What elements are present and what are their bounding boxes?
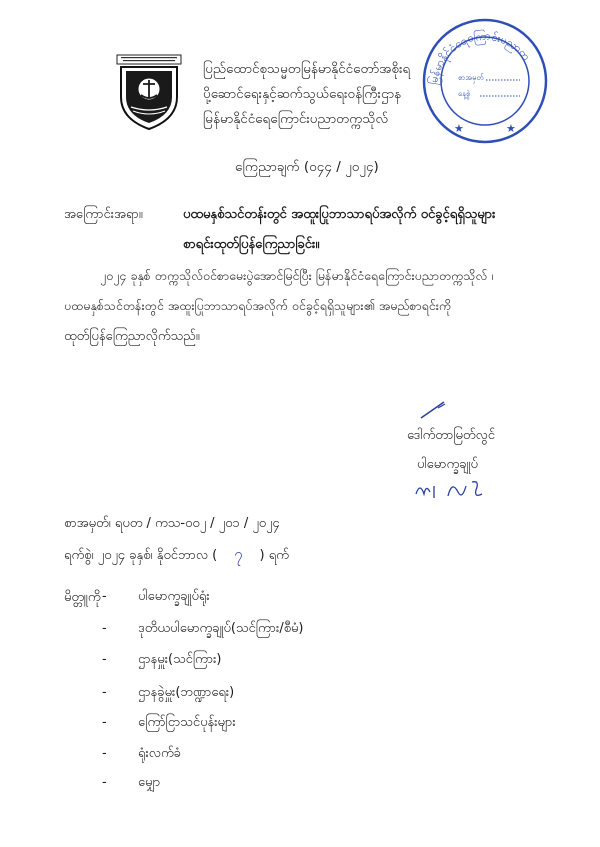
date-day: ၇ <box>234 545 243 563</box>
distribution-item-label: ကြော်ငြာသင်ပုန်းများ <box>138 715 236 730</box>
distribution-item <box>102 745 181 764</box>
list-dash: - <box>102 589 107 604</box>
letter-reference-number: စာအမှတ်၊ ရပတ / ကသ-၀၀၂ / ၂၀၁ / ၂၀၂၄ <box>64 516 280 531</box>
body-line-3: ထုတ်ပြန်ကြေညာလိုက်သည်။ <box>64 329 200 344</box>
body-line-2: ပထမနှစ်သင်တန်းတွင် အထူးပြုဘာသာရပ်အလိုက် ဝင်ခွင့်ရရှိသူများ၏ အမည်စာရင်းကို <box>64 298 452 313</box>
distribution-item <box>102 620 304 639</box>
svg-text:မြန်မာနိုင်ငံရေကြောင်းပညာတ: မြန်မာနိုင်ငံရေကြောင်းပညာတ <box>427 29 533 86</box>
subject-label: အကြောင်းအရာ။ <box>64 207 143 222</box>
date-suffix: ) ရက် <box>259 548 289 563</box>
list-dash: - <box>102 715 107 730</box>
list-dash: - <box>102 652 107 667</box>
distribution-item-label: ဌာနမှူး(သင်ကြား) <box>138 652 222 667</box>
department-name: ပို့ဆောင်ရေးနှင့်ဆက်သွယ်ရေးဝန်ကြီးဌာန <box>203 86 401 102</box>
signatory-name: ဒေါက်တာမြတ်လွင် <box>407 428 495 443</box>
list-dash: - <box>102 685 107 700</box>
distribution-item-label: ရုံးလက်ခံ <box>138 746 181 761</box>
office-seal-stamp <box>420 16 550 146</box>
distribution-item <box>102 651 221 670</box>
notice-title: ကြေညာချက် (၀၄၄ / ၂၀၂၄) <box>235 159 379 175</box>
svg-text:★: ★ <box>506 122 516 135</box>
university-name: မြန်မာနိုင်ငံရေကြောင်းပညာတက္ကသိုလ် <box>203 111 389 127</box>
signature-mark-icon <box>418 398 448 426</box>
subject-line-1: ပထမနှစ်သင်တန်းတွင် အထူးပြုဘာသာရပ်အလိုက် ဝင်ခွင့်ရရှိသူများ <box>183 207 496 222</box>
initials-signature-icon <box>412 476 492 508</box>
date-prefix: ရက်စွဲ၊ ၂၀၂၄ ခုနှစ်၊ နိုဝင်ဘာလ ( <box>64 548 218 563</box>
distribution-item <box>102 714 236 733</box>
distribution-item-label: ပါမောက္ခချုပ်ရုံး <box>138 589 210 604</box>
distribution-item-label: မျှော <box>138 775 161 790</box>
distribution-item-label: ဌာနခွဲမှူး(ဘဏ္ဍာရေး) <box>138 685 235 700</box>
list-dash: - <box>102 775 107 790</box>
distribution-heading: မိတ္တူကို <box>64 590 101 605</box>
svg-text:နေ့စွဲ: နေ့စွဲ <box>458 89 471 98</box>
signatory-title: ပါမောက္ခချုပ် <box>417 457 478 472</box>
list-dash: - <box>102 746 107 761</box>
ministry-name: ပြည်ထောင်စုသမ္မတမြန်မာနိုင်ငံတော်အစိုးရ <box>203 61 411 77</box>
svg-text:စာအမှတ်: စာအမှတ် <box>458 73 484 82</box>
distribution-item <box>102 684 234 703</box>
distribution-item-label: ဒုတိယပါမောက္ခချုပ်(သင်ကြား/စီမံ) <box>138 621 304 636</box>
university-logo-icon <box>113 53 185 131</box>
distribution-item <box>102 588 210 607</box>
subject-line-2: စာရင်းထုတ်ပြန်ကြေညာခြင်း။ <box>183 237 320 252</box>
body-line-1: ၂၀၂၄ ခုနှစ် တက္ကသိုလ်ဝင်စာမေးပွဲအောင်မြင်ပြီး မြန်မာနိုင်ငံရေကြောင်းပညာတက္ကသိုလ် ၊ <box>100 268 494 283</box>
list-dash: - <box>102 621 107 636</box>
distribution-item <box>102 774 160 793</box>
letter-date <box>64 545 289 567</box>
svg-text:★: ★ <box>454 122 464 135</box>
